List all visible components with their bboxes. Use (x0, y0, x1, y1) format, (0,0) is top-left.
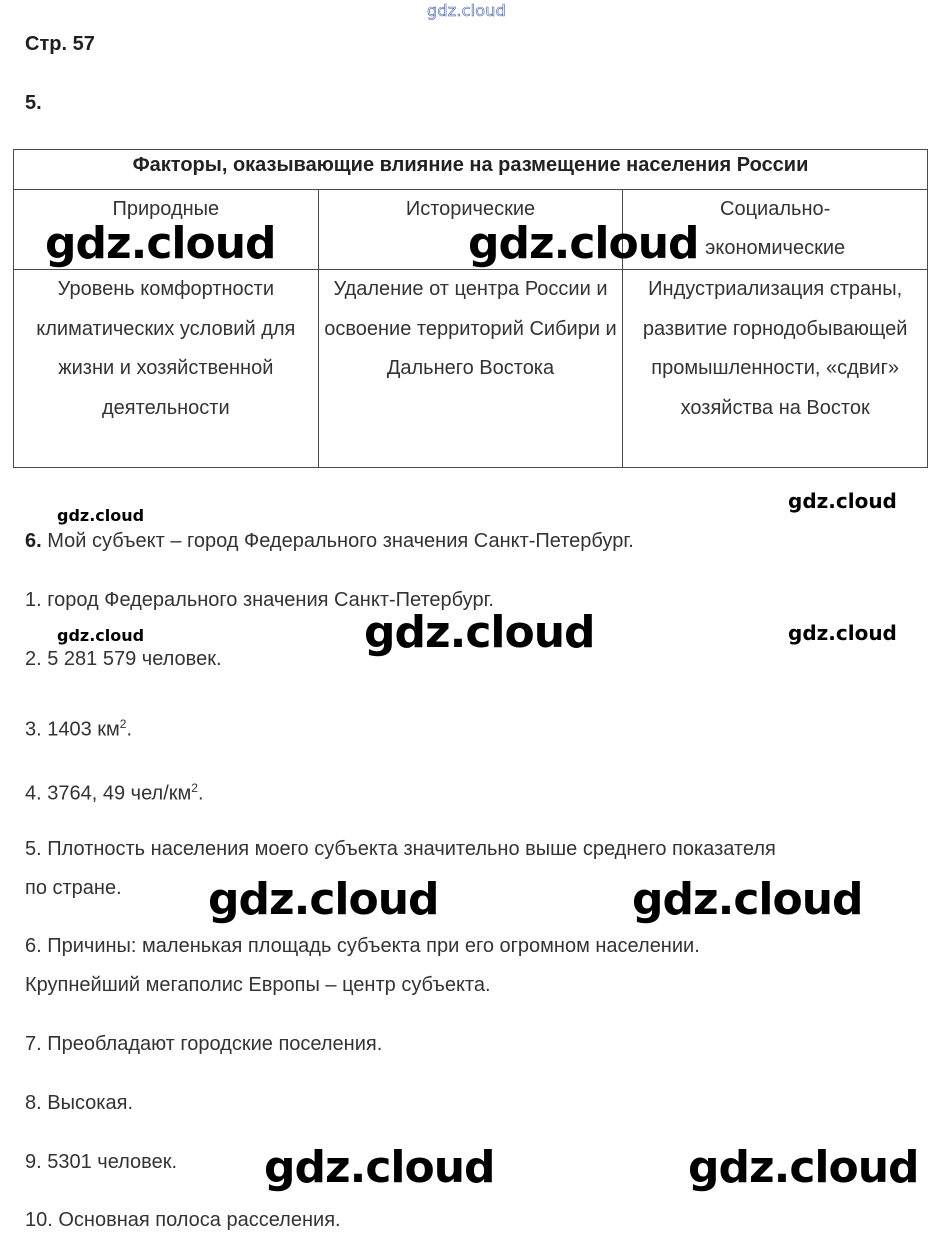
answer-6-line-1: 6. Причины: маленькая площадь субъекта при его огромном населении. (25, 935, 700, 957)
watermark-logo: gdz.cloud (208, 874, 439, 925)
header-natural: Природные (14, 190, 319, 270)
answer-7: 7. Преобладают городские поселения. (25, 1033, 383, 1055)
watermark-logo: gdz.cloud (45, 218, 276, 269)
watermark-logo: gdz.cloud (57, 626, 145, 645)
cell-natural: Уровень комфортности климатических условий для жизни и хозяйственной деятельности (14, 270, 319, 468)
header-socioeconomic: Социально- экономические (623, 190, 928, 270)
header-historical: Исторические (318, 190, 623, 270)
task-6-intro-text: Мой субъект – город Федерального значения Санкт-Петербург. (47, 530, 634, 552)
task-5-number: 5. (25, 92, 42, 114)
watermark-logo: gdz.cloud (788, 621, 897, 645)
factors-table (13, 149, 928, 468)
answer-5-line-2: по стране. (25, 877, 122, 899)
table-title: Факторы, оказывающие влияние на размещение населения России (14, 150, 928, 190)
answer-5-line-1: 5. Плотность населения моего субъекта значительно выше среднего показателя (25, 838, 776, 860)
answer-2: 2. 5 281 579 человек. (25, 648, 222, 670)
top-watermark: gdz.cloud (427, 1, 506, 20)
watermark-logo: gdz.cloud (688, 1142, 919, 1193)
watermark-logo: gdz.cloud (264, 1142, 495, 1193)
answer-3: 3. 1403 $км^2$. (25, 717, 133, 741)
watermark-logo: gdz.cloud (364, 607, 595, 658)
watermark-logo: gdz.cloud (57, 506, 145, 525)
answer-6-line-2: Крупнейший мегаполис Европы – центр субъекта. (25, 974, 491, 996)
answer-4: 4. 3764, 49 чел/$км^2$. (25, 781, 204, 805)
answer-8: 8. Высокая. (25, 1092, 133, 1114)
task-6-intro (25, 529, 634, 553)
watermark-logo: gdz.cloud (632, 874, 863, 925)
task-6-number: 6. (25, 530, 42, 552)
answer-10: 10. Основная полоса расселения. (25, 1209, 341, 1231)
answer-9: 9. 5301 человек. (25, 1151, 178, 1173)
page-heading: Стр. 57 (25, 33, 95, 55)
cell-historical: Удаление от центра России и освоение территорий Сибири и Дальнего Востока (318, 270, 623, 468)
watermark-logo: gdz.cloud (468, 218, 699, 269)
watermark-logo: gdz.cloud (788, 489, 897, 513)
cell-socioeconomic: Индустриализация страны, развитие горнодобывающей промышленности, «сдвиг» хозяйства на Восток (623, 270, 928, 468)
answer-1: 1. город Федерального значения Санкт-Петербург. (25, 589, 494, 611)
